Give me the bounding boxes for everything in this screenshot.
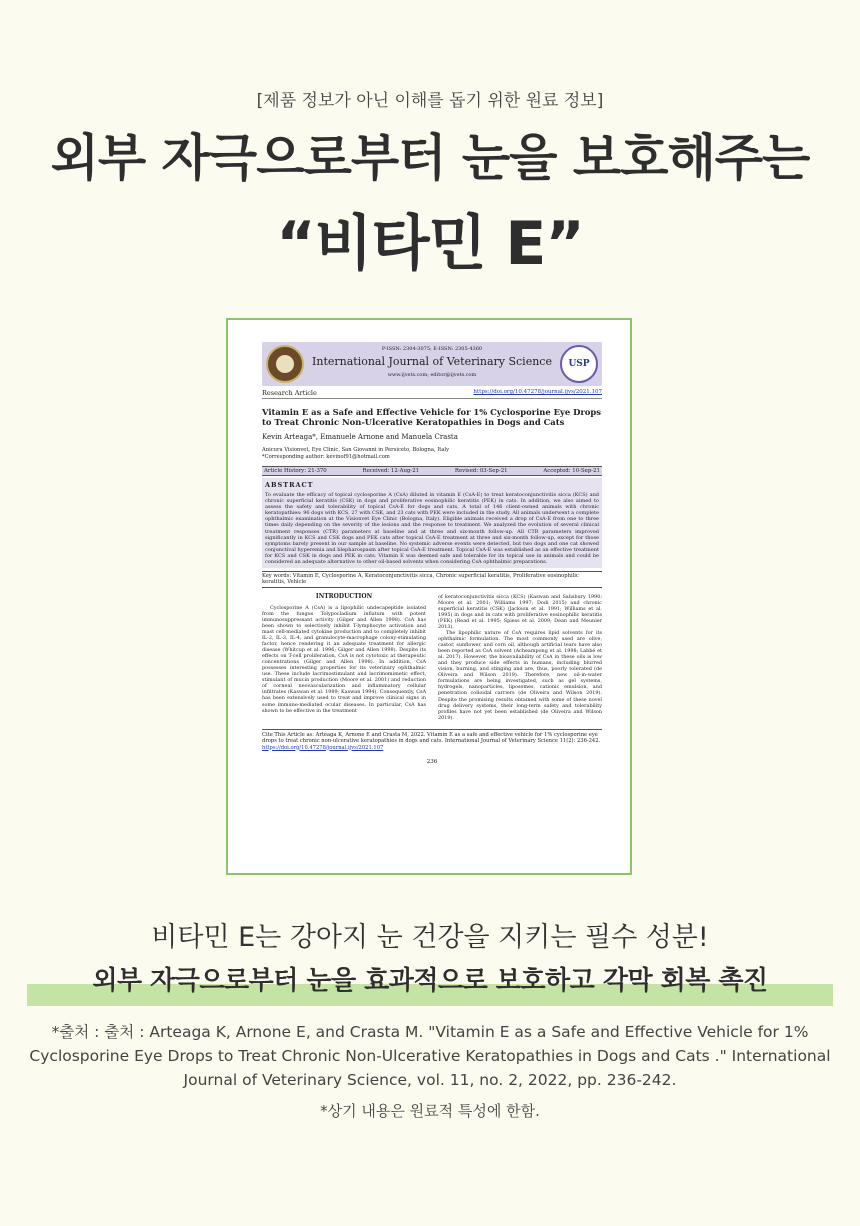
paper-image-frame bbox=[226, 318, 632, 875]
abstract-text: To evaluate the efficacy of topical cyclosporine A (CsA) diluted in vitamin E (CsA-E) to treat keratoconjunctivitis sicca (KCS) and chronic superficial keratitis (CSK) in dogs and proliferative eosinophilic keratitis (PEK) in cats. In addition, we also aimed to assess the safety and tolerability of topical CsA-E for dogs and cats. A total of 146 client-owned animals with chronic keratopathies: 96 dogs with KCS, 27 with CSK, and 23 cats with PEK were included in the study. All animals underwent a complete ophthalmic examination at the Visionvet Eye Clinic (Bologna, Italy). Eligible animals received a drop of CsA-E from one to three times daily depending on the severity of the lesions and the response to treatment. We analyzed the evolution of several clinical treatment responses (CTR) parameters at baseline and at three and six-month follow-up. All CTR parameters improved significantly in KCS and CSK dogs and PEK cats after topical CsA-E treatment at three and six-month follow-up, except for those symptoms barely present in our sample at baseline. No systemic adverse events were detected, but two dogs and one cat showed conjunctival hyperemia and blepharospasm after topical CsA-E treatment. Topical CsA-E was established as an effective treatment for KCS and CSK in dogs and PEK in cats. Vitamin E was deemed safe and tolerable for its topical use in animals and could be considered an adequate alternative to other oil-based solvents when considering CsA ophthalmic preparations. bbox=[265, 492, 599, 566]
highlight-text: 외부 자극으로부터 눈을 효과적으로 보호하고 각막 회복 촉진 bbox=[92, 966, 768, 996]
paper-affiliation bbox=[262, 447, 602, 460]
paper-authors: Kevin Arteaga*, Emanuele Arnone and Manuela Crasta bbox=[262, 433, 458, 441]
column-left bbox=[262, 594, 426, 721]
intro-heading: INTRODUCTION bbox=[315, 592, 373, 600]
source-citation: *출처 : 출처 : Arteaga K, Arnone E, and Crasta M. "Vitamin E as a Safe and Effective Vehicle for 1% Cyclosporine Eye Drops to Treat Chronic Non-Ulcerative Keratopathies in Dogs and Cats ." International Journal of Veterinary Science, vol. 11, no. 2, 2022, pp. 236-242. bbox=[29, 1023, 831, 1089]
notice-text: [제품 정보가 아닌 이해를 돕기 위한 원료 정보] bbox=[256, 91, 604, 111]
cite-doi-link[interactable]: https://doi.org/10.47278/journal.ijvs/2021.107 bbox=[262, 744, 384, 751]
disclaimer: *상기 내용은 원료적 특성에 한함. bbox=[320, 1102, 540, 1120]
body-columns bbox=[262, 594, 602, 721]
article-type: Research Article bbox=[262, 389, 317, 397]
headline-line2: “비타민 E” bbox=[276, 209, 584, 279]
doi-link[interactable]: https://doi.org/10.47278/journal.ijvs/2021.107 bbox=[473, 389, 602, 395]
history-revised: Revised: 03-Sep-21 bbox=[454, 468, 508, 474]
subtitle: 비타민 E는 강아지 눈 건강을 지키는 필수 성분! bbox=[151, 922, 709, 953]
paper-page bbox=[262, 342, 602, 765]
article-history bbox=[262, 466, 602, 476]
usp-logo-icon: USP bbox=[560, 345, 598, 383]
cite-text: Cite This Article as: Arteaga K, Arnone E and Crasta M, 2022. Vitamin E as a safe and effective vehicle for 1% cyclosporine eye drops to treat chronic non-ulcerative keratopathies in dogs and cats. International Journal of Veterinary Science 11(2): 236-242. bbox=[262, 731, 601, 745]
article-line bbox=[262, 389, 602, 399]
column-right bbox=[438, 594, 602, 721]
intro-paragraph-3: The lipophilic nature of CsA requires lipid solvents for its ophthalmic formulation. The most commonly used are olive, castor, sunflower, and corn oil, although artificial tears have also been reported as CsA solvent (Acheampong et al. 1998; Labbé et al. 2017). However, the bioavailability of CsA in these oils is low and they produce side effects in humans, including blurred vision, burning, and stinging and are, thus, poorly tolerated (de Oliveira and Wilson 2019). Therefore, new oil-in-water formulations are being investigated, such as gel systems, hydrogels, nanoparticles, liposomes, cationic emulsion, and penetration colloidal carriers (de Oliveira and Wilson 2019). Despite the promising results obtained with some of these novel drug delivery systems, their long-term safety and tolerability profiles have not yet been established (de Oliveira and Wilson 2019). bbox=[438, 630, 602, 721]
page-number: 236 bbox=[426, 758, 438, 765]
cite-box bbox=[262, 729, 602, 751]
headline-line1: 외부 자극으로부터 눈을 보호해주는 bbox=[50, 129, 810, 187]
abstract-heading: ABSTRACT bbox=[265, 481, 314, 489]
keywords: Key words: Vitamin E, Cyclosporine A, Keratoconjunctivitis sicca, Chronic superficial keratitis, Proliferative eosinophilic keratitis, Vehicle bbox=[262, 571, 602, 588]
affiliation-text: Anicura Visionvet, Eye Clinic, San Giovanni in Persiceto, Bologna, Italy bbox=[262, 447, 450, 453]
abstract-box bbox=[262, 478, 602, 568]
journal-title: International Journal of Veterinary Science bbox=[312, 355, 552, 368]
journal-site: www.ijvets.com; editor@ijvets.com bbox=[387, 372, 477, 378]
history-received: Received: 12-Aug-21 bbox=[362, 468, 420, 474]
history-article: Article History: 21-370 bbox=[264, 468, 327, 474]
highlight-block bbox=[27, 958, 833, 1006]
paper-title: Vitamin E as a Safe and Effective Vehicle for 1% Cyclosporine Eye Drops to Treat Chronic Non-Ulcerative Keratopathies in Dogs and Cats bbox=[262, 407, 601, 427]
intro-paragraph-2: of keratoconjunctivitis sicca (KCS) (Kaswan and Salisbury 1990; Moore et al. 2001; Williams 1997; Dodi 2015) and chronic superficial keratitis (CSK) (Jackson et al. 1991; Williams et al. 1995) in dogs and in cats with proliferative eosinophilic keratitis (PEK) (Read et al. 1995; Spiess et al. 2009; Dean and Meunier 2013). bbox=[438, 593, 602, 630]
issn: P-ISSN: 2304-3075; E-ISSN: 2305-4360 bbox=[381, 346, 483, 352]
corresponding-author: *Corresponding author: kevinof91@hotmail.com bbox=[262, 453, 390, 460]
history-accepted: Accepted: 10-Sep-21 bbox=[543, 468, 600, 474]
intro-paragraph-1: Cyclosporine A (CsA) is a lipophilic undecapeptide isolated from the fungus Tolypocladium inflatum with potent immunosuppressant activity (Gilger and Allen 1998). CsA has been shown to selectively inhibit T-lymphocyte activation and mast cell-mediated cytokine production and to completely inhibit IL-2, IL-3, IL-4, and granulocyte-macrophage colony-stimulating factor, hence rendering it an adequate treatment for allergic disease (Whitcup et al. 1996; Gilger and Allen 1998). Despite its effects on T-cell proliferation, CsA is not cytotoxic at therapeutic concentrations (Gilger and Allen 1998). In addition, CsA possesses interesting properties for its veterinary ophthalmic use. These include lacrimostimulant and lacrimomimetic effect, stimulant of mucin production (Moore et al. 2001) and reduction of corneal neovascularization and inflammatory cellular infiltrates (Kaswan et al. 1989; Kaswan 1994). Consequently, CsA has been extensively used to treat and improve clinical signs in some immune-mediated ocular diseases. In particular, CsA has shown to be effective in the treatment bbox=[262, 604, 426, 714]
journal-banner bbox=[262, 342, 602, 386]
